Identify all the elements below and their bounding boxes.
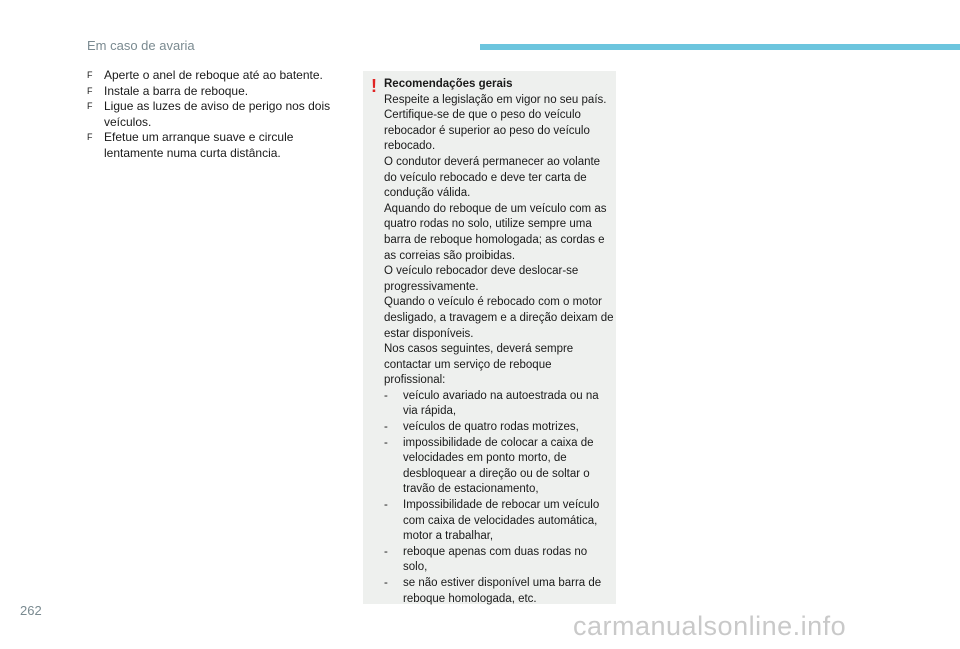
step-text: Aperte o anel de reboque até ao batente. — [104, 68, 323, 82]
note-paragraph: O condutor deverá permanecer ao volante do veículo rebocado e deve ter carta de condução válida. — [384, 155, 601, 200]
warning-note-box — [363, 71, 616, 604]
list-item — [384, 498, 614, 545]
list-item — [384, 420, 614, 436]
list-item-text: reboque apenas com duas rodas no solo, — [403, 545, 588, 574]
step-item — [87, 130, 352, 161]
step-text: Efetue um arranque suave e circule lentamente numa curta distância. — [104, 130, 294, 160]
step-item — [87, 84, 352, 100]
checkbox-bullet-icon: F — [87, 70, 93, 80]
step-item — [87, 99, 352, 130]
note-paragraph: Nos casos seguintes, deverá sempre contactar um serviço de reboque profissional: — [384, 343, 574, 387]
dash-bullet: - — [384, 577, 388, 589]
list-item-text: Impossibilidade de rebocar um veículo com caixa de velocidades automática, motor a trabalhar, — [403, 499, 600, 543]
section-title: Em caso de avaria — [87, 38, 195, 53]
note-paragraph: O veículo rebocador deve deslocar-se progressivamente. — [384, 265, 579, 293]
section-header-bar — [480, 44, 960, 50]
dash-bullet: - — [384, 421, 388, 434]
page-number: 262 — [20, 603, 42, 618]
dash-bullet: - — [384, 389, 388, 402]
list-item — [384, 545, 614, 576]
checkbox-bullet-icon: F — [87, 132, 93, 143]
towing-cases-list — [384, 389, 614, 607]
list-item — [384, 576, 614, 607]
note-paragraph: Aquando do reboque de um veículo com as quatro rodas no solo, utilize sempre uma barra de reboque homologada; as cordas e as correias são proibidas. — [384, 202, 607, 262]
checkbox-bullet-icon: F — [87, 85, 93, 96]
list-item — [384, 389, 614, 420]
step-text: Instale a barra de reboque. — [104, 83, 249, 98]
note-title: Recomendações gerais — [384, 78, 513, 90]
list-item-text: veículos de quatro rodas motrizes, — [403, 421, 579, 434]
dash-bullet: - — [384, 436, 388, 449]
dash-bullet: - — [384, 499, 388, 512]
procedure-steps — [87, 68, 352, 162]
warning-exclamation-icon: ! — [371, 76, 377, 96]
note-paragraph: Certifique-se de que o peso do veículo rebocador é superior ao peso do veículo rebocado. — [384, 109, 590, 153]
note-paragraph: Respeite a legislação em vigor no seu país. — [384, 93, 607, 106]
watermark: carmanualsonline.info — [573, 611, 847, 641]
dash-bullet: - — [384, 545, 388, 558]
list-item-text: impossibilidade de colocar a caixa de velocidades em ponto morto, de desbloquear a direção ou de soltar o travão de estacionamento, — [403, 436, 594, 496]
step-text: Ligue as luzes de aviso de perigo nos dois veículos. — [104, 99, 331, 129]
warning-note-content — [384, 77, 614, 607]
list-item — [384, 436, 614, 498]
list-item-text: veículo avariado na autoestrada ou na via rápida, — [403, 389, 599, 418]
checkbox-bullet-icon: F — [87, 101, 93, 112]
note-paragraph: Quando o veículo é rebocado com o motor desligado, a travagem e a direção deixam de estar disponíveis. — [384, 296, 614, 340]
list-item-text: se não estiver disponível uma barra de reboque homologada, etc. — [403, 577, 602, 605]
step-item — [87, 68, 352, 84]
